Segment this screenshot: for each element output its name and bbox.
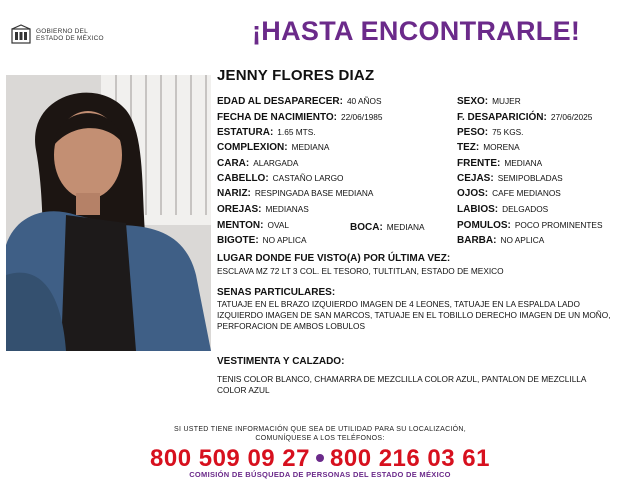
last-seen-title: LUGAR DONDE FUE VISTO(A) POR ÚLTIMA VEZ:: [217, 253, 451, 264]
label-menton: MENTON:: [217, 220, 264, 231]
logo-text: [36, 28, 104, 43]
label-boca: BOCA:: [350, 222, 383, 233]
field-cabello: [217, 173, 344, 184]
contact-note-line-1: SI USTED TIENE INFORMACIÓN QUE SEA DE UTILIDAD PARA SU LOCALIZACIÓN,: [173, 426, 467, 433]
value-cara: ALARGADA: [253, 158, 299, 168]
field-bigote: [217, 235, 306, 246]
label-bigote: BIGOTE:: [217, 235, 259, 246]
label-cejas: CEJAS:: [457, 173, 494, 184]
logo-line-1: GOBIERNO DEL: [36, 27, 88, 35]
value-labios: DELGADOS: [502, 204, 549, 214]
headline: ¡HASTA ENCONTRARLE!: [252, 16, 581, 46]
field-ojos: [457, 188, 561, 199]
person-name: JENNY FLORES DIAZ: [217, 67, 375, 84]
label-sexo: SEXO:: [457, 96, 489, 107]
logo-line-2: ESTADO DE MÉXICO: [36, 35, 104, 42]
field-tez: [457, 142, 520, 153]
value-desaparicion: 27/06/2025: [550, 112, 593, 122]
label-nariz: NARIZ:: [217, 188, 251, 199]
label-cabello: CABELLO:: [217, 173, 269, 184]
label-cara: CARA:: [217, 158, 250, 169]
label-orejas: OREJAS:: [217, 204, 262, 215]
clothing-title: VESTIMENTA Y CALZADO:: [217, 356, 345, 367]
label-frente: FRENTE:: [457, 158, 501, 169]
field-nariz: [217, 188, 373, 199]
field-labios: [457, 204, 548, 215]
clothing-text: TENIS COLOR BLANCO, CHAMARRA DE MEZCLILLA COLOR AZUL, PANTALON DE MEZCLILLA COLOR AZUL: [217, 374, 586, 395]
value-nacimiento: 22/06/1985: [341, 112, 383, 122]
phone-number-1[interactable]: 800 509 09 27: [150, 445, 310, 472]
value-cabello: CASTAÑO LARGO: [272, 173, 344, 183]
label-ojos: OJOS:: [457, 188, 489, 199]
value-menton: OVAL: [267, 220, 290, 230]
field-orejas: [217, 204, 309, 215]
value-barba: NO APLICA: [500, 235, 545, 245]
field-desaparicion: [457, 112, 592, 123]
label-barba: BARBA:: [457, 235, 497, 246]
label-complexion: COMPLEXION:: [217, 142, 288, 153]
value-ojos: CAFE MEDIANOS: [492, 188, 561, 198]
label-desaparicion: F. DESAPARICIÓN:: [457, 112, 547, 123]
value-cejas: SEMIPOBLADAS: [497, 173, 563, 183]
label-edad: EDAD AL DESAPARECER:: [217, 96, 343, 107]
contact-note-line-2: COMUNÍQUESE A LOS TELÉFONOS:: [255, 435, 385, 442]
field-frente: [457, 158, 542, 169]
value-sexo: MUJER: [492, 96, 521, 106]
value-pomulos: POCO PROMINENTES: [514, 220, 603, 230]
value-complexion: MEDIANA: [291, 142, 330, 152]
phone-numbers: [0, 445, 640, 473]
value-bigote: NO APLICA: [262, 235, 307, 245]
marks-title: SENAS PARTICULARES:: [217, 287, 336, 298]
last-seen-text: ESCLAVA MZ 72 LT 3 COL. EL TESORO, TULTITLAN, ESTADO DE MEXICO: [217, 266, 504, 276]
label-peso: PESO:: [457, 127, 489, 138]
value-edad: 40 AÑOS: [346, 96, 382, 106]
field-sexo: [457, 96, 521, 107]
state-government-logo: [10, 23, 130, 47]
label-tez: TEZ:: [457, 142, 480, 153]
value-nariz: RESPINGADA BASE MEDIANA: [254, 188, 374, 198]
field-peso: [457, 127, 524, 138]
field-boca: [350, 222, 425, 233]
value-boca: MEDIANA: [386, 222, 425, 232]
value-estatura: 1.65 MTS.: [277, 127, 316, 137]
portrait-illustration: [6, 75, 211, 351]
field-nacimiento: [217, 112, 383, 123]
phone-number-2[interactable]: 800 216 03 61: [330, 445, 490, 472]
field-complexion: [217, 142, 329, 153]
field-barba: [457, 235, 544, 246]
footer-agency: COMISIÓN DE BÚSQUEDA DE PERSONAS DEL ESTADO DE MÉXICO: [189, 470, 451, 479]
state-coat-of-arms-icon: [10, 24, 32, 46]
field-cara: [217, 158, 298, 169]
label-nacimiento: FECHA DE NACIMIENTO:: [217, 112, 337, 123]
label-labios: LABIOS:: [457, 204, 499, 215]
field-cejas: [457, 173, 563, 184]
label-estatura: ESTATURA:: [217, 127, 274, 138]
bullet-separator-icon: [316, 454, 324, 462]
marks-text: TATUAJE EN EL BRAZO IZQUIERDO IMAGEN DE 4 LEONES, TATUAJE EN LA ESPALDA LADO IZQUIERDO IMAGEN DE SAN MARCOS, TATUAJE EN EL TOBILLO DERECHO IMAGEN DE UN MOÑO, PERFORACION DE AMBOS LOBULOS: [217, 299, 611, 331]
label-pomulos: POMULOS:: [457, 220, 511, 231]
value-orejas: MEDIANAS: [265, 204, 309, 214]
field-estatura: [217, 127, 316, 138]
value-tez: MORENA: [483, 142, 520, 152]
field-edad: [217, 96, 382, 107]
field-pomulos: [457, 220, 602, 231]
field-menton: [217, 220, 289, 231]
missing-person-photo: [6, 75, 211, 351]
value-frente: MEDIANA: [504, 158, 543, 168]
value-peso: 75 KGS.: [492, 127, 524, 137]
